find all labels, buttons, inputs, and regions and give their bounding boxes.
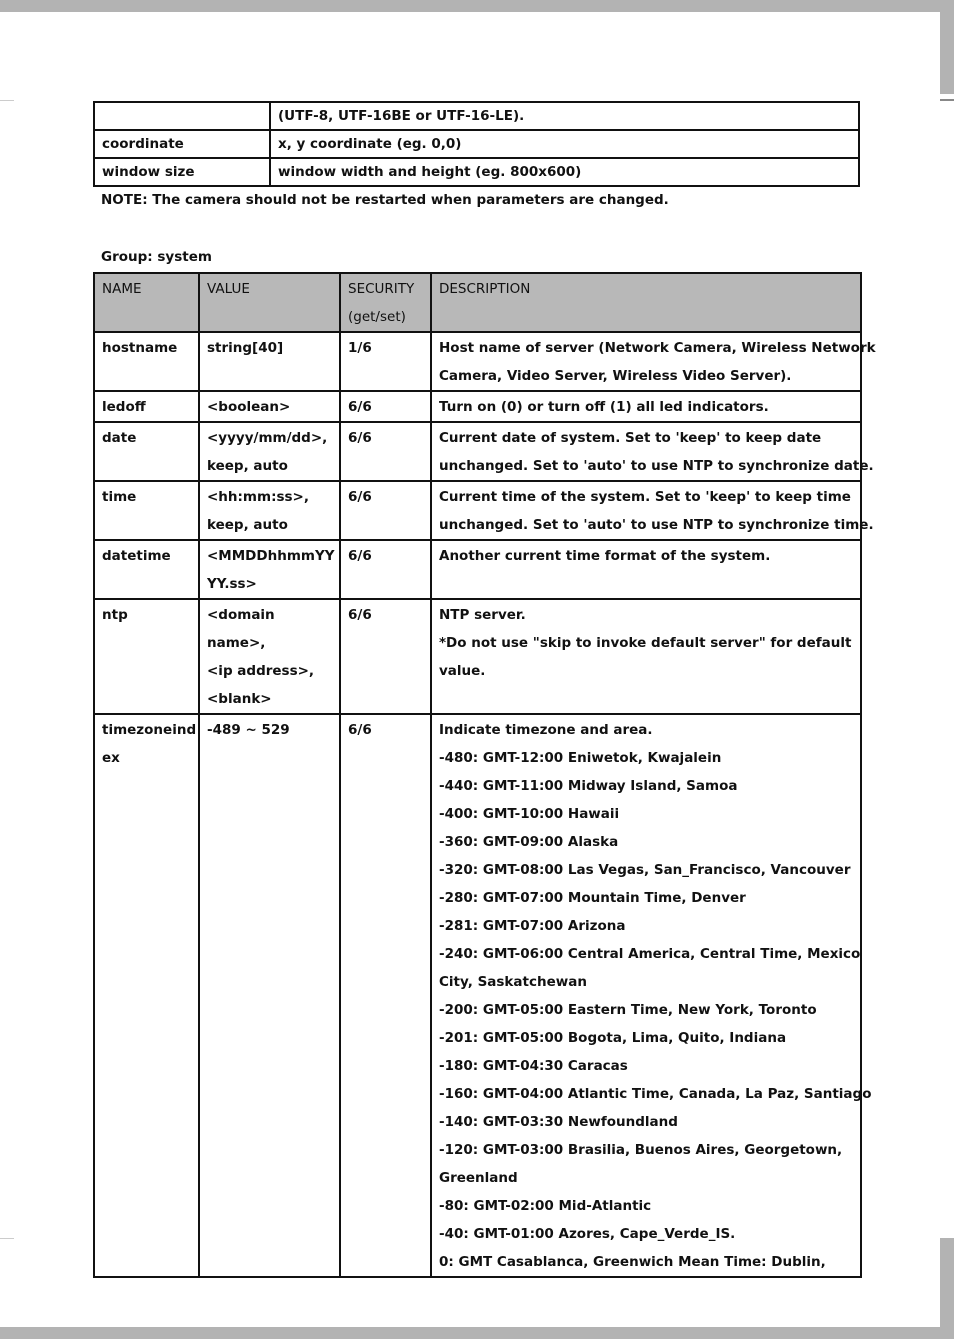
description-line: Camera, Video Server, Wireless Video Server).	[439, 368, 792, 384]
param-value-cell	[199, 391, 340, 422]
param-desc-cell: (UTF-8, UTF-16BE or UTF-16-LE).	[270, 102, 859, 130]
description-line: -80: GMT-02:00 Mid-Atlantic	[439, 1198, 652, 1214]
param-desc-cell: window width and height (eg. 800x600)	[270, 158, 859, 186]
param-name: date	[102, 430, 137, 446]
table-row	[94, 481, 861, 540]
header-security-line2: (get/set)	[348, 309, 406, 325]
param-name-cell	[94, 540, 199, 599]
description-line: -200: GMT-05:00 Eastern Time, New York, Toronto	[439, 1002, 817, 1018]
param-value: keep, auto	[207, 458, 288, 474]
table-row	[94, 540, 861, 599]
note-text	[101, 192, 669, 208]
page-edge-mark-left-bottom	[0, 1238, 14, 1239]
table-row	[94, 332, 861, 391]
param-value: <MMDDhhmmYY	[207, 548, 335, 564]
note-label: NOTE:	[101, 192, 148, 208]
description-line: -440: GMT-11:00 Midway Island, Samoa	[439, 778, 738, 794]
param-value: <yyyy/mm/dd>,	[207, 430, 328, 446]
param-description-cell	[431, 391, 861, 422]
header-name: NAME	[94, 273, 199, 332]
page-edge-mark-left	[0, 100, 14, 101]
param-description-cell	[431, 481, 874, 540]
table-row	[94, 422, 861, 481]
param-name-cell	[94, 422, 199, 481]
param-value: <hh:mm:ss>,	[207, 489, 309, 505]
description-line: Current date of system. Set to 'keep' to keep date	[439, 430, 822, 446]
description-line: Current time of the system. Set to 'keep' to keep time	[439, 489, 851, 505]
param-value: <ip address>,	[207, 663, 315, 679]
table-row	[94, 599, 861, 714]
note-body: The camera should not be restarted when parameters are changed.	[147, 192, 669, 208]
page-edge-right-top	[940, 12, 954, 94]
param-value-cell	[199, 422, 340, 481]
param-name: datetime	[102, 548, 171, 564]
param-security-cell: 6/6	[340, 422, 431, 481]
param-name-cell	[94, 481, 199, 540]
param-value-cell	[199, 714, 340, 1277]
description-line: -120: GMT-03:00 Brasilia, Buenos Aires, Georgetown,	[439, 1142, 843, 1158]
description-line: -201: GMT-05:00 Bogota, Lima, Quito, Indiana	[439, 1030, 787, 1046]
header-description: DESCRIPTION	[431, 273, 861, 332]
description-line: City, Saskatchewan	[439, 974, 587, 990]
param-security-cell: 6/6	[340, 714, 431, 1277]
param-description-cell	[431, 714, 872, 1277]
param-description-cell	[431, 540, 861, 599]
description-line: -180: GMT-04:30 Caracas	[439, 1058, 628, 1074]
param-security-cell: 6/6	[340, 540, 431, 599]
description-line: -140: GMT-03:30 Newfoundland	[439, 1114, 678, 1130]
param-security-cell: 1/6	[340, 332, 431, 391]
table-row	[94, 130, 859, 158]
param-value: <blank>	[207, 691, 272, 707]
table-row	[94, 714, 861, 1277]
param-description-cell	[431, 332, 876, 391]
description-line: NTP server.	[439, 607, 526, 623]
description-line: unchanged. Set to 'auto' to use NTP to synchronize date.	[439, 458, 874, 474]
description-line: -320: GMT-08:00 Las Vegas, San_Francisco, Vancouver	[439, 862, 851, 878]
group-title: Group: system	[101, 249, 212, 265]
param-value: -489 ~ 529	[207, 722, 290, 738]
param-desc-cell: x, y coordinate (eg. 0,0)	[270, 130, 859, 158]
param-name-cell: coordinate	[94, 130, 270, 158]
parameter-table-continued	[93, 101, 860, 187]
description-line: Another current time format of the system.	[439, 548, 771, 564]
param-value: <boolean>	[207, 399, 291, 415]
description-line: -160: GMT-04:00 Atlantic Time, Canada, La Paz, Santiago	[439, 1086, 872, 1102]
param-value-cell	[199, 540, 340, 599]
page-border-top	[0, 0, 954, 12]
table-row	[94, 102, 859, 130]
description-line: -400: GMT-10:00 Hawaii	[439, 806, 620, 822]
description-line: 0: GMT Casablanca, Greenwich Mean Time: Dublin,	[439, 1254, 826, 1270]
description-line: -280: GMT-07:00 Mountain Time, Denver	[439, 890, 746, 906]
param-name-cell	[94, 391, 199, 422]
description-line: value.	[439, 663, 486, 679]
system-parameter-table	[93, 272, 876, 1278]
param-description-cell	[431, 599, 861, 714]
page-edge-mark	[940, 99, 954, 101]
description-line: -40: GMT-01:00 Azores, Cape_Verde_IS.	[439, 1226, 736, 1242]
page-border-bottom	[0, 1327, 954, 1339]
param-name: ledoff	[102, 399, 146, 415]
description-line: Greenland	[439, 1170, 518, 1186]
description-line: Indicate timezone and area.	[439, 722, 653, 738]
description-line: *Do not use "skip to invoke default server" for default	[439, 635, 852, 651]
description-line: -480: GMT-12:00 Eniwetok, Kwajalein	[439, 750, 722, 766]
param-name-cell	[94, 332, 199, 391]
table-row	[94, 158, 859, 186]
page-edge-right-bottom	[940, 1238, 954, 1327]
table-header-row	[94, 273, 861, 332]
description-line: -360: GMT-09:00 Alaska	[439, 834, 619, 850]
table-row	[94, 391, 861, 422]
param-security-cell: 6/6	[340, 481, 431, 540]
param-name: hostname	[102, 340, 178, 356]
param-name-cell: window size	[94, 158, 270, 186]
param-value-cell	[199, 481, 340, 540]
param-security-cell: 6/6	[340, 391, 431, 422]
param-value: keep, auto	[207, 517, 288, 533]
param-name-cell	[94, 599, 199, 714]
param-name-cell	[94, 102, 270, 130]
description-line: -240: GMT-06:00 Central America, Central Time, Mexico	[439, 946, 861, 962]
description-line: Turn on (0) or turn off (1) all led indicators.	[439, 399, 769, 415]
param-value: YY.ss>	[207, 576, 257, 592]
description-line: -281: GMT-07:00 Arizona	[439, 918, 626, 934]
param-value: string[40]	[207, 340, 284, 356]
param-value: <domain name>,	[207, 607, 275, 651]
description-line: Host name of server (Network Camera, Wireless Network	[439, 340, 876, 356]
param-value-cell	[199, 332, 340, 391]
param-name: ex	[102, 750, 120, 766]
param-value-cell	[199, 599, 340, 714]
param-description-cell	[431, 422, 874, 481]
header-security	[340, 273, 431, 332]
description-line: unchanged. Set to 'auto' to use NTP to synchronize time.	[439, 517, 874, 533]
param-name: ntp	[102, 607, 128, 623]
param-name: timezoneind	[102, 722, 197, 738]
param-name-cell	[94, 714, 199, 1277]
header-value: VALUE	[199, 273, 340, 332]
param-name: time	[102, 489, 137, 505]
param-security-cell: 6/6	[340, 599, 431, 714]
header-security-line1: SECURITY	[348, 281, 415, 297]
